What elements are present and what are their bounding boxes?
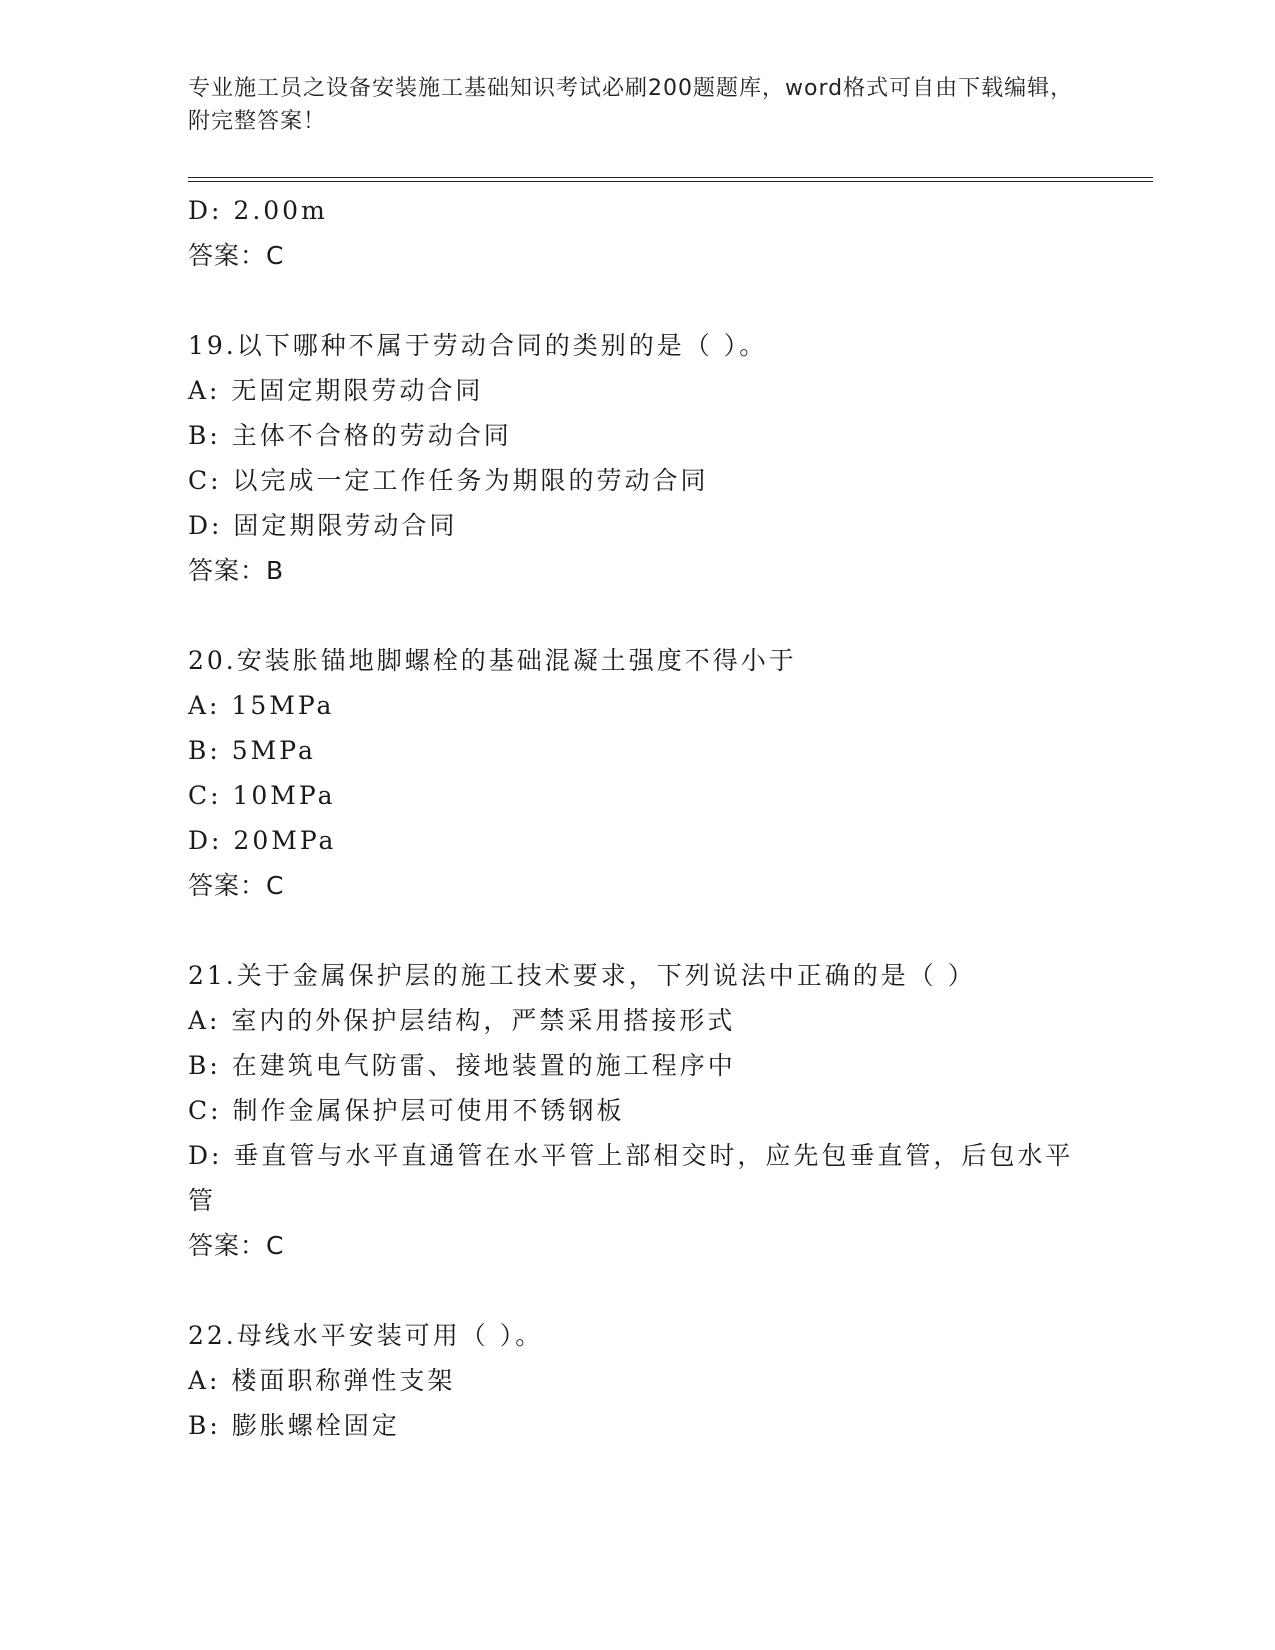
question-block xyxy=(188,638,1088,908)
answer: 答案：C xyxy=(188,1231,285,1260)
question-stem: 20.安装胀锚地脚螺栓的基础混凝土强度不得小于 xyxy=(188,646,797,675)
option-a: A: 无固定期限劳动合同 xyxy=(188,376,484,405)
option-a: A: 室内的外保护层结构，严禁采用搭接形式 xyxy=(188,1006,736,1035)
answer: 答案：B xyxy=(188,556,285,585)
question-block xyxy=(188,1313,1088,1448)
option-c: C: 制作金属保护层可使用不锈钢板 xyxy=(188,1096,625,1125)
question-stem: 19.以下哪种不属于劳动合同的类别的是（ ）。 xyxy=(188,331,768,360)
option-d: D: 固定期限劳动合同 xyxy=(188,511,458,540)
header-title: 专业施工员之设备安装施工基础知识考试必刷200题题库，word格式可自由下载编辑，附完整答案！ xyxy=(188,76,1074,134)
option-c: C: 10MPa xyxy=(188,781,336,810)
spacer xyxy=(188,908,1088,953)
spacer xyxy=(188,593,1088,638)
option-c: C: 以完成一定工作任务为期限的劳动合同 xyxy=(188,466,709,495)
option-b: B: 膨胀螺栓固定 xyxy=(188,1411,400,1440)
question-stem: 21.关于金属保护层的施工技术要求，下列说法中正确的是（ ） xyxy=(188,961,976,990)
prev-answer: 答案：C xyxy=(188,241,285,270)
question-block xyxy=(188,953,1088,1268)
header-double-rule xyxy=(188,177,1153,182)
option-b: B: 5MPa xyxy=(188,736,316,765)
question-stem: 22.母线水平安装可用（ ）。 xyxy=(188,1321,544,1350)
option-d: D: 20MPa xyxy=(188,826,337,855)
question-content xyxy=(188,188,1088,1448)
prev-option-d: D: 2.00m xyxy=(188,196,328,225)
question-block xyxy=(188,323,1088,593)
spacer xyxy=(188,278,1088,323)
option-b: B: 主体不合格的劳动合同 xyxy=(188,421,512,450)
option-a: A: 15MPa xyxy=(188,691,335,720)
option-a: A: 楼面职称弹性支架 xyxy=(188,1366,456,1395)
option-b: B: 在建筑电气防雷、接地装置的施工程序中 xyxy=(188,1051,736,1080)
answer: 答案：C xyxy=(188,871,285,900)
spacer xyxy=(188,1268,1088,1313)
option-d: D: 垂直管与水平直通管在水平管上部相交时，应先包垂直管，后包水平管 xyxy=(188,1141,1074,1215)
